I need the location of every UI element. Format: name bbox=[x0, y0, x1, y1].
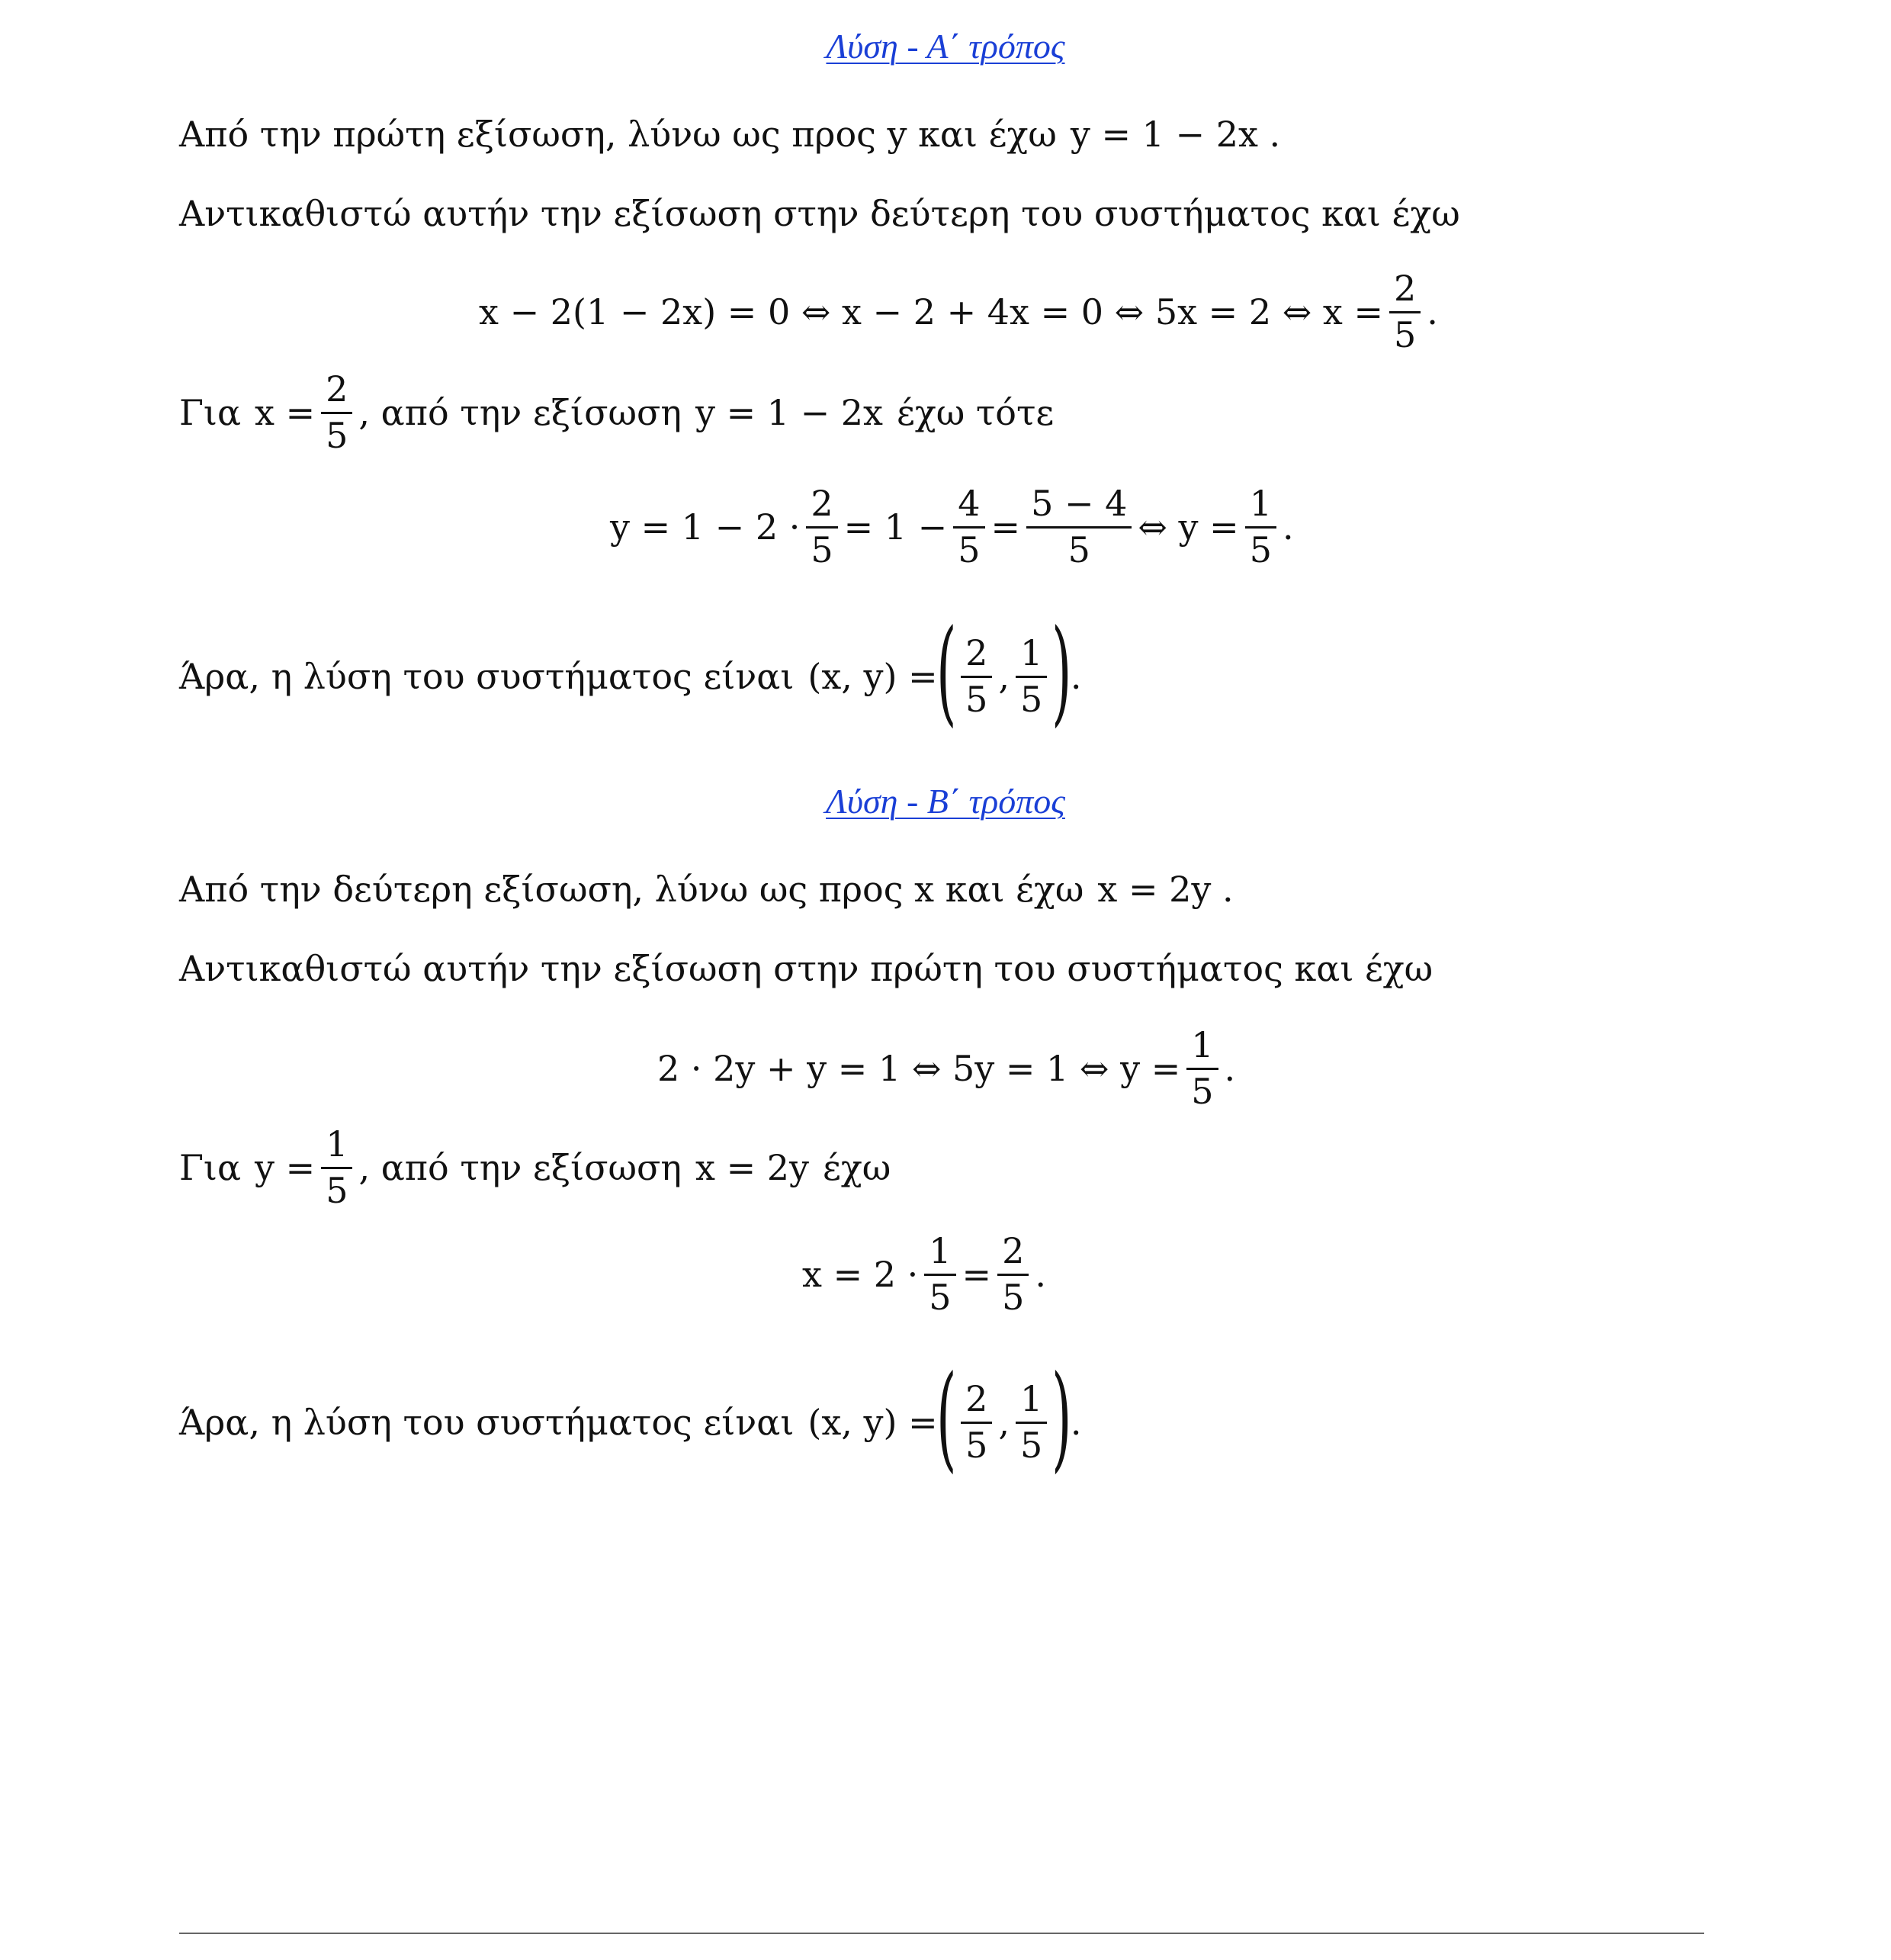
section-a-heading: Λύση - Α΄ τρόπος bbox=[826, 27, 1065, 66]
section-b-line-3-fraction bbox=[321, 1123, 352, 1213]
section-b-line-1 bbox=[179, 866, 1234, 912]
section-b-equation-2 bbox=[802, 1229, 1046, 1319]
section-b-heading: Λύση - Β΄ τρόπος bbox=[826, 782, 1065, 821]
section-b-line-3 bbox=[179, 1123, 891, 1213]
section-a-line-3-fraction bbox=[321, 368, 352, 458]
section-a-eq2-fraction-2 bbox=[953, 482, 984, 572]
fraction-numerator: 4 bbox=[958, 483, 981, 524]
section-b-eq1-fraction bbox=[1186, 1023, 1218, 1113]
fraction-denominator: 5 bbox=[965, 1424, 988, 1466]
fraction-denominator: 5 bbox=[326, 414, 348, 456]
fraction-denominator: 5 bbox=[965, 678, 988, 720]
fraction-numerator: 2 bbox=[1002, 1230, 1025, 1271]
fraction-numerator: 2 bbox=[965, 632, 988, 673]
fraction-numerator: 2 bbox=[965, 1378, 988, 1419]
fraction-numerator: 2 bbox=[1393, 268, 1417, 309]
section-a-result-fraction-2 bbox=[1016, 631, 1047, 721]
section-a-eq2-part3: = bbox=[990, 506, 1021, 548]
section-b-result-end: . bbox=[1070, 1402, 1082, 1443]
section-b-eq2-fraction-1 bbox=[924, 1229, 955, 1319]
section-a-line-3-var: x = bbox=[255, 392, 316, 433]
section-b-line-3-text: , από την εξίσωση bbox=[358, 1147, 682, 1188]
section-a-equation-1 bbox=[479, 267, 1438, 357]
section-a-result-text: Άρα, η λύση του συστήματος είναι bbox=[179, 656, 795, 697]
section-a-result bbox=[179, 606, 1082, 738]
fraction-denominator: 5 bbox=[326, 1169, 348, 1211]
section-a-eq2-part1: y = 1 − 2 · bbox=[610, 506, 801, 548]
section-b-equation-1 bbox=[657, 1023, 1235, 1113]
section-b-eq1-lhs: 2 · 2y + y = 1 ⇔ 5y = 1 ⇔ y = bbox=[657, 1048, 1181, 1089]
section-b-eq2-part1: x = 2 · bbox=[802, 1254, 919, 1295]
section-a-eq2-fraction-3 bbox=[1026, 482, 1132, 572]
section-b-eq2-end: . bbox=[1035, 1254, 1046, 1295]
section-a-eq2-end: . bbox=[1283, 506, 1294, 548]
fraction-numerator: 1 bbox=[1249, 483, 1272, 524]
fraction-numerator: 1 bbox=[326, 1123, 348, 1165]
fraction-denominator: 5 bbox=[811, 529, 833, 570]
section-a-result-tuple bbox=[936, 606, 1072, 738]
section-b-result-fraction-1 bbox=[961, 1377, 992, 1467]
section-b-result-text: Άρα, η λύση του συστήματος είναι bbox=[179, 1402, 795, 1443]
fraction-numerator: 2 bbox=[811, 483, 833, 524]
section-a-line-1-math: y = 1 − 2x . bbox=[1070, 114, 1281, 155]
section-a-result-end: . bbox=[1070, 656, 1082, 697]
section-b-line-3-pre: Για bbox=[179, 1147, 242, 1188]
fraction-denominator: 5 bbox=[1068, 529, 1090, 570]
section-a-eq1-lhs: x − 2(1 − 2x) = 0 ⇔ x − 2 + 4x = 0 ⇔ 5x = 2 ⇔ x = bbox=[479, 291, 1383, 333]
section-a-result-fraction-1 bbox=[961, 631, 992, 721]
fraction-numerator: 1 bbox=[1191, 1024, 1214, 1065]
section-b-line-3-var: y = bbox=[255, 1147, 316, 1188]
section-a-line-3 bbox=[179, 368, 1054, 458]
fraction-denominator: 5 bbox=[1002, 1276, 1025, 1318]
section-b-line-1-math: x = 2y . bbox=[1097, 869, 1234, 910]
section-b-eq2-fraction-2 bbox=[997, 1229, 1029, 1319]
section-b-result-tuple bbox=[936, 1351, 1072, 1484]
section-b-result-fraction-2 bbox=[1016, 1377, 1047, 1467]
footer-rule bbox=[179, 1933, 1704, 1934]
fraction-denominator: 5 bbox=[1393, 313, 1417, 355]
section-a-line-3-post: έχω τότε bbox=[897, 392, 1055, 433]
fraction-numerator: 5 − 4 bbox=[1031, 483, 1128, 524]
section-a-line-3-pre: Για bbox=[179, 392, 242, 433]
right-paren: ) bbox=[1051, 606, 1072, 738]
fraction-numerator: 2 bbox=[326, 368, 348, 410]
section-b-line-2: Αντικαθιστώ αυτήν την εξίσωση στην πρώτη του συστήματος και έχω bbox=[179, 948, 1434, 989]
fraction-denominator: 5 bbox=[958, 529, 981, 570]
fraction-numerator: 1 bbox=[1020, 632, 1043, 673]
fraction-denominator: 5 bbox=[1191, 1070, 1214, 1112]
section-b-eq2-part2: = bbox=[962, 1254, 992, 1295]
section-a-result-math: (x, y) = bbox=[807, 656, 938, 697]
section-a-line-1-text: Από την πρώτη εξίσωση, λύνω ως προς y και έχω bbox=[179, 114, 1057, 155]
section-a-line-3-math: y = 1 − 2x bbox=[695, 392, 883, 433]
section-b-line-1-text: Από την δεύτερη εξίσωση, λύνω ως προς x και έχω bbox=[179, 869, 1084, 910]
right-paren: ) bbox=[1051, 1351, 1072, 1484]
section-a-eq2-fraction-1 bbox=[806, 482, 837, 572]
section-a-eq1-fraction bbox=[1389, 267, 1421, 357]
left-paren: ( bbox=[936, 1351, 957, 1484]
section-b-line-3-post: έχω bbox=[822, 1147, 891, 1188]
fraction-denominator: 5 bbox=[929, 1276, 952, 1318]
left-paren: ( bbox=[936, 606, 957, 738]
section-a-line-1 bbox=[179, 111, 1280, 157]
fraction-numerator: 1 bbox=[1020, 1378, 1043, 1419]
fraction-denominator: 5 bbox=[1020, 678, 1043, 720]
fraction-numerator: 1 bbox=[929, 1230, 952, 1271]
fraction-denominator: 5 bbox=[1249, 529, 1272, 570]
section-b-result bbox=[179, 1351, 1082, 1484]
section-a-result-sep: , bbox=[998, 656, 1010, 697]
section-a-eq1-end: . bbox=[1427, 291, 1438, 333]
section-b-result-sep: , bbox=[998, 1402, 1010, 1443]
section-b-line-3-math: x = 2y bbox=[695, 1147, 809, 1188]
section-a-eq2-part4: ⇔ y = bbox=[1138, 506, 1239, 548]
section-b-eq1-end: . bbox=[1224, 1048, 1236, 1089]
section-a-eq2-part2: = 1 − bbox=[843, 506, 948, 548]
section-a-line-3-text: , από την εξίσωση bbox=[358, 392, 682, 433]
section-b-result-math: (x, y) = bbox=[807, 1402, 938, 1443]
section-a-eq2-fraction-4 bbox=[1245, 482, 1276, 572]
section-a-line-2: Αντικαθιστώ αυτήν την εξίσωση στην δεύτερη του συστήματος και έχω bbox=[179, 193, 1460, 234]
fraction-denominator: 5 bbox=[1020, 1424, 1043, 1466]
section-a-equation-2 bbox=[610, 482, 1294, 572]
